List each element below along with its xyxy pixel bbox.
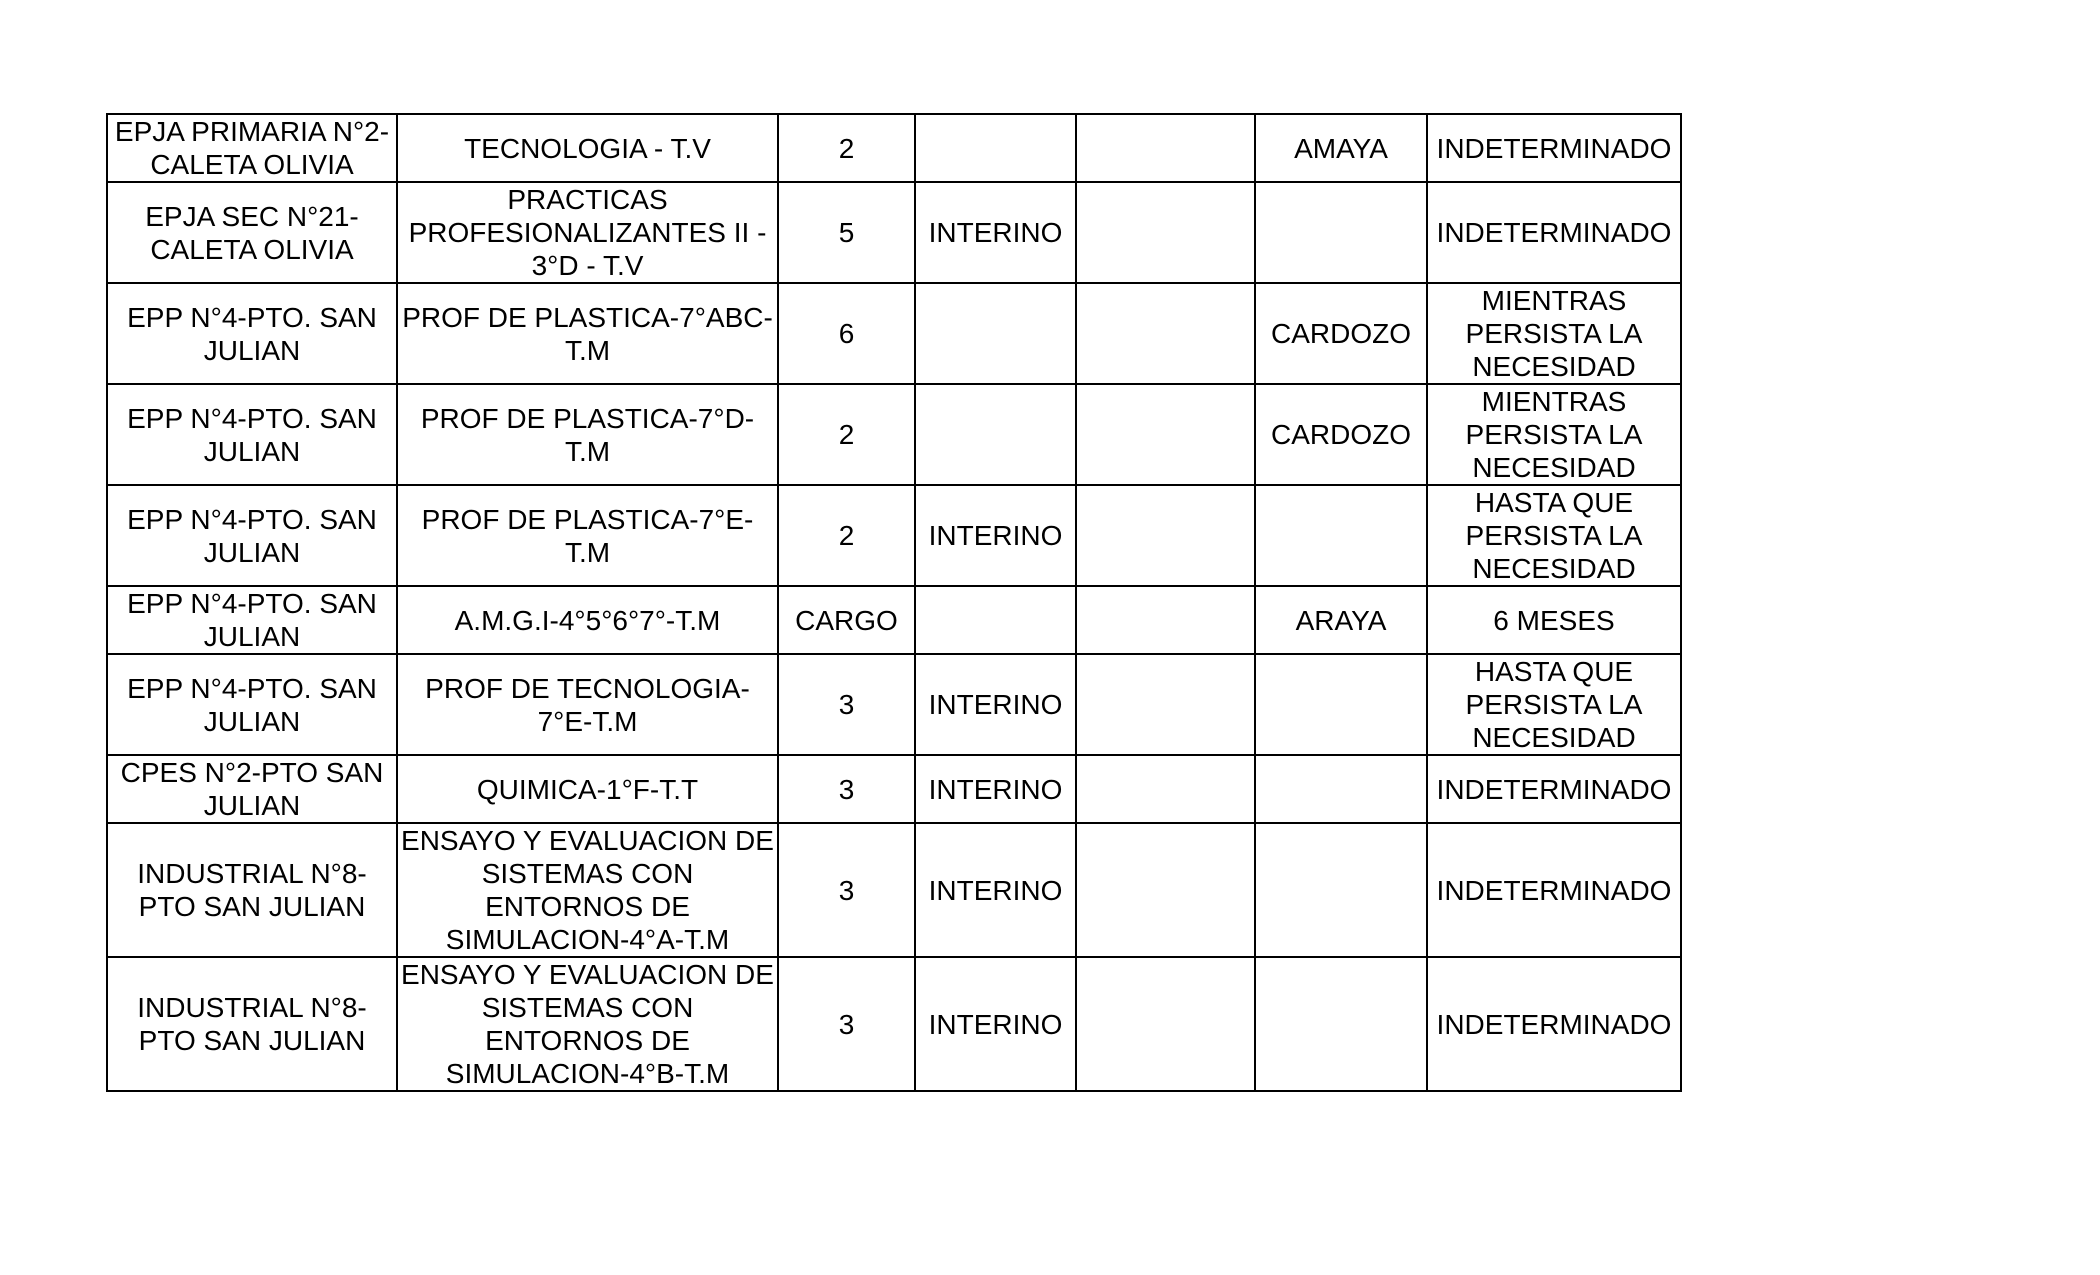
subject-cell: PROF DE TECNOLOGIA-7°E-T.M xyxy=(397,654,778,755)
table-row xyxy=(107,384,1681,485)
duration-cell: INDETERMINADO xyxy=(1427,182,1681,283)
school-cell: EPP N°4-PTO. SAN JULIAN xyxy=(107,384,397,485)
subject-cell: ENSAYO Y EVALUACION DE SISTEMAS CON ENTORNOS DE SIMULACION-4°B-T.M xyxy=(397,957,778,1091)
table-row xyxy=(107,114,1681,182)
school-cell: INDUSTRIAL N°8-PTO SAN JULIAN xyxy=(107,957,397,1091)
blank-cell xyxy=(1076,755,1255,823)
blank-cell xyxy=(1076,654,1255,755)
subject-cell: PROF DE PLASTICA-7°D-T.M xyxy=(397,384,778,485)
hours-cell: 2 xyxy=(778,485,915,586)
table-row xyxy=(107,485,1681,586)
subject-cell: ENSAYO Y EVALUACION DE SISTEMAS CON ENTORNOS DE SIMULACION-4°A-T.M xyxy=(397,823,778,957)
hours-cell: 3 xyxy=(778,957,915,1091)
duration-cell: INDETERMINADO xyxy=(1427,755,1681,823)
table-row xyxy=(107,957,1681,1091)
table-row xyxy=(107,586,1681,654)
blank-cell xyxy=(1076,586,1255,654)
blank-cell xyxy=(1076,384,1255,485)
school-cell: EPP N°4-PTO. SAN JULIAN xyxy=(107,283,397,384)
blank-cell xyxy=(1076,485,1255,586)
hours-cell: 5 xyxy=(778,182,915,283)
school-cell: INDUSTRIAL N°8-PTO SAN JULIAN xyxy=(107,823,397,957)
status-cell: INTERINO xyxy=(915,654,1076,755)
subject-cell: TECNOLOGIA - T.V xyxy=(397,114,778,182)
teacher-cell: ARAYA xyxy=(1255,586,1427,654)
status-cell xyxy=(915,114,1076,182)
teacher-cell xyxy=(1255,823,1427,957)
status-cell xyxy=(915,384,1076,485)
blank-cell xyxy=(1076,114,1255,182)
status-cell xyxy=(915,283,1076,384)
table-row xyxy=(107,182,1681,283)
hours-cell: 6 xyxy=(778,283,915,384)
subject-cell: PROF DE PLASTICA-7°E-T.M xyxy=(397,485,778,586)
school-cell: CPES N°2-PTO SAN JULIAN xyxy=(107,755,397,823)
teacher-cell xyxy=(1255,182,1427,283)
hours-cell: 3 xyxy=(778,654,915,755)
hours-cell: 3 xyxy=(778,755,915,823)
hours-cell: 2 xyxy=(778,384,915,485)
status-cell: INTERINO xyxy=(915,957,1076,1091)
blank-cell xyxy=(1076,823,1255,957)
teacher-cell xyxy=(1255,485,1427,586)
duration-cell: HASTA QUE PERSISTA LA NECESIDAD xyxy=(1427,485,1681,586)
duration-cell: INDETERMINADO xyxy=(1427,823,1681,957)
duration-cell: MIENTRAS PERSISTA LA NECESIDAD xyxy=(1427,283,1681,384)
status-cell: INTERINO xyxy=(915,823,1076,957)
school-cell: EPP N°4-PTO. SAN JULIAN xyxy=(107,485,397,586)
school-cell: EPJA PRIMARIA N°2-CALETA OLIVIA xyxy=(107,114,397,182)
hours-cell: 2 xyxy=(778,114,915,182)
subject-cell: A.M.G.I-4°5°6°7°-T.M xyxy=(397,586,778,654)
hours-cell: 3 xyxy=(778,823,915,957)
teacher-cell: CARDOZO xyxy=(1255,283,1427,384)
table-row xyxy=(107,823,1681,957)
teacher-cell xyxy=(1255,957,1427,1091)
status-cell: INTERINO xyxy=(915,485,1076,586)
subject-cell: PRACTICAS PROFESIONALIZANTES II - 3°D - T.V xyxy=(397,182,778,283)
duration-cell: INDETERMINADO xyxy=(1427,114,1681,182)
blank-cell xyxy=(1076,283,1255,384)
teacher-cell: CARDOZO xyxy=(1255,384,1427,485)
school-cell: EPP N°4-PTO. SAN JULIAN xyxy=(107,586,397,654)
subject-cell: QUIMICA-1°F-T.T xyxy=(397,755,778,823)
teacher-cell: AMAYA xyxy=(1255,114,1427,182)
status-cell: INTERINO xyxy=(915,755,1076,823)
duration-cell: INDETERMINADO xyxy=(1427,957,1681,1091)
duration-cell: 6 MESES xyxy=(1427,586,1681,654)
status-cell: INTERINO xyxy=(915,182,1076,283)
table-row xyxy=(107,755,1681,823)
school-cell: EPP N°4-PTO. SAN JULIAN xyxy=(107,654,397,755)
table-row xyxy=(107,283,1681,384)
table-row xyxy=(107,654,1681,755)
blank-cell xyxy=(1076,957,1255,1091)
subject-cell: PROF DE PLASTICA-7°ABC-T.M xyxy=(397,283,778,384)
hours-cell: CARGO xyxy=(778,586,915,654)
duration-cell: MIENTRAS PERSISTA LA NECESIDAD xyxy=(1427,384,1681,485)
school-cell: EPJA SEC N°21-CALETA OLIVIA xyxy=(107,182,397,283)
teacher-cell xyxy=(1255,755,1427,823)
status-cell xyxy=(915,586,1076,654)
duration-cell: HASTA QUE PERSISTA LA NECESIDAD xyxy=(1427,654,1681,755)
blank-cell xyxy=(1076,182,1255,283)
assignments-table xyxy=(106,113,1682,1092)
assignments-table-body xyxy=(107,114,1681,1091)
teacher-cell xyxy=(1255,654,1427,755)
